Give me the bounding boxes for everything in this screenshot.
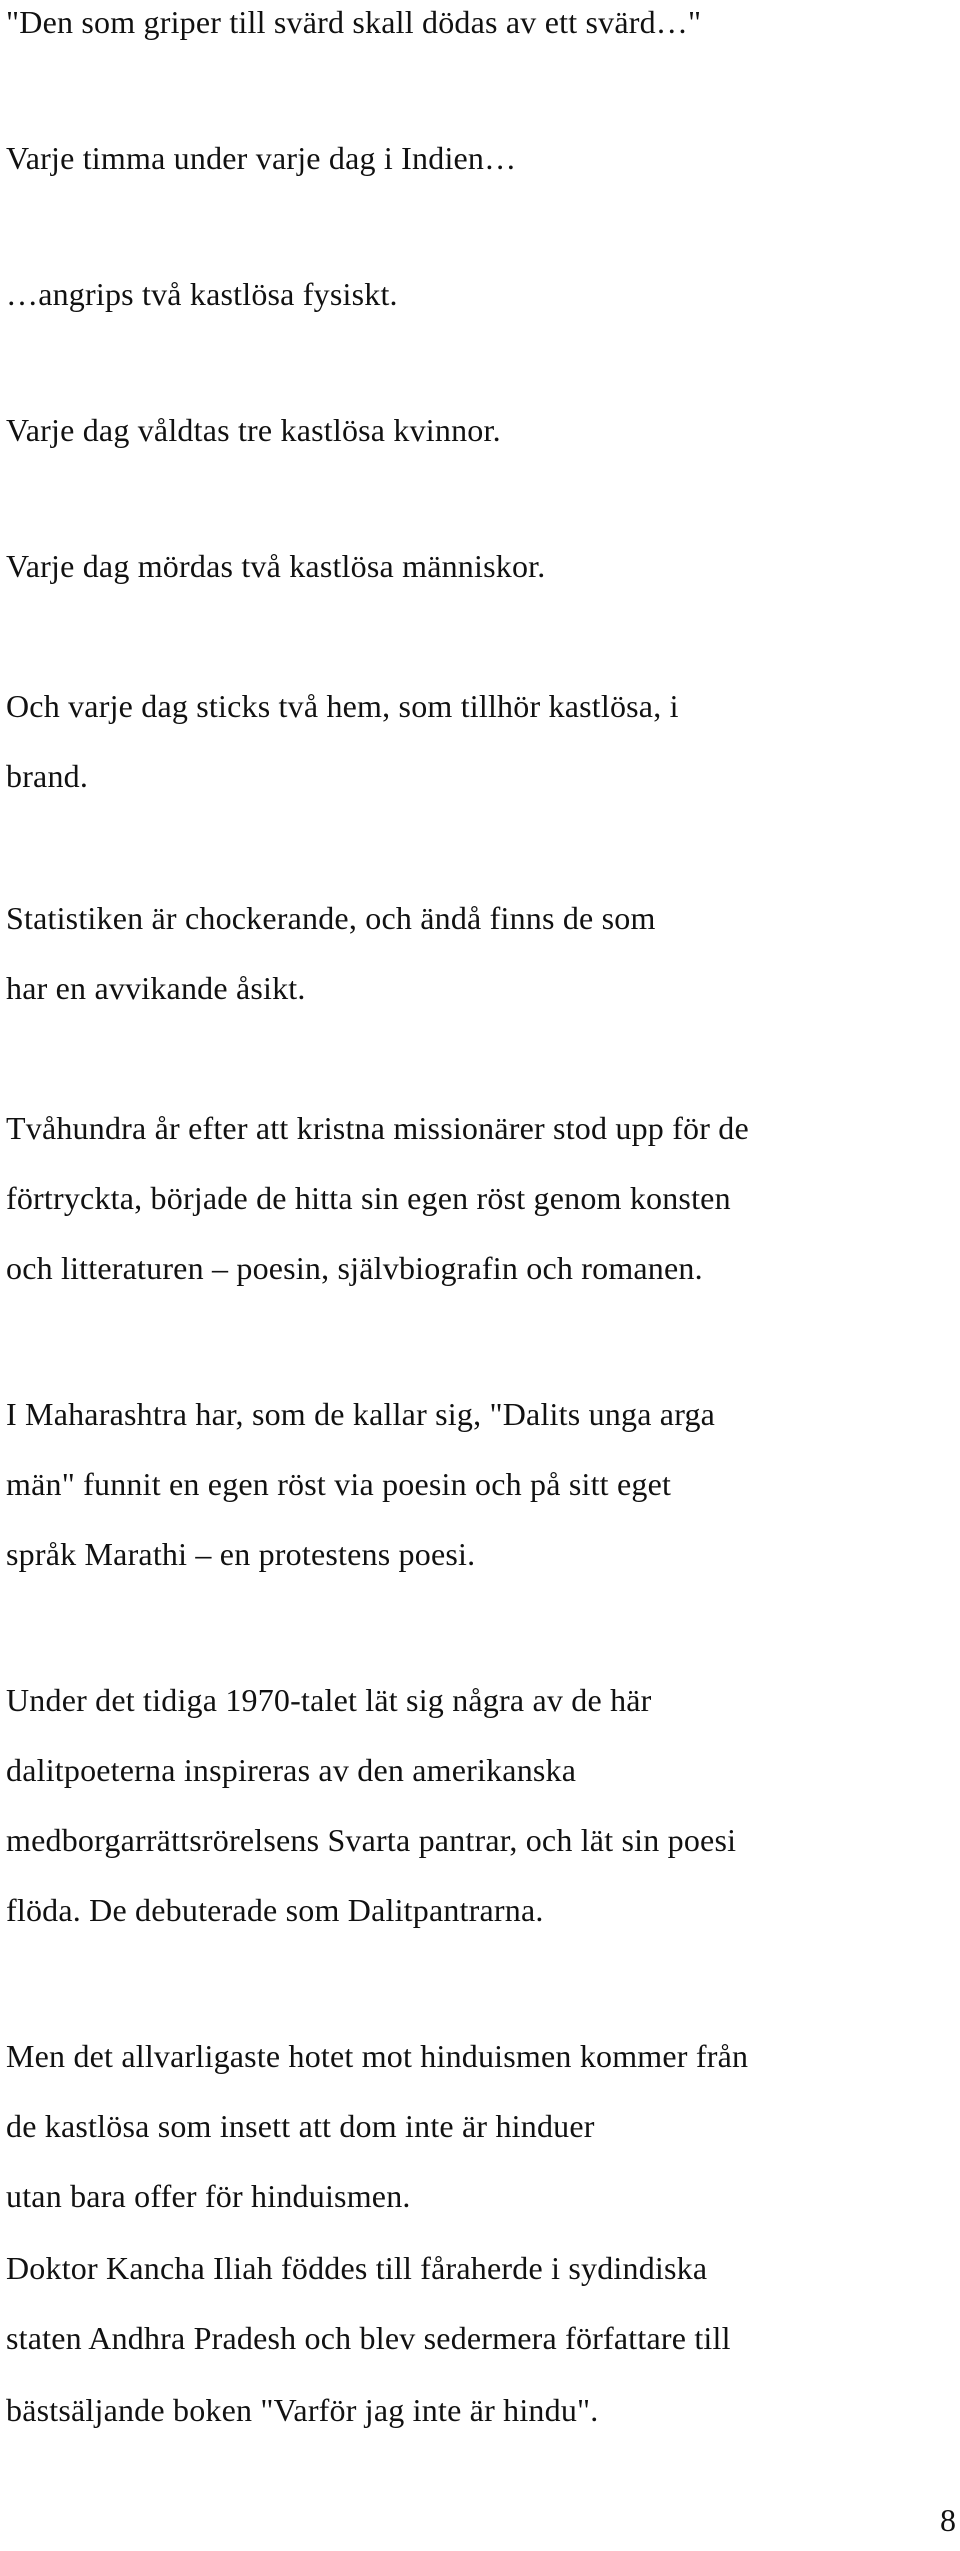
text-line-12: och litteraturen – poesin, självbiografin och romanen. bbox=[6, 1250, 703, 1286]
text-line-7: brand. bbox=[6, 758, 89, 794]
text-line-8: Statistiken är chockerande, och ändå finns de som bbox=[6, 900, 656, 936]
text-line-24: staten Andhra Pradesh och blev sedermera författare till bbox=[6, 2320, 731, 2356]
text-line-16: Under det tidiga 1970-talet lät sig några av de här bbox=[6, 1682, 652, 1718]
text-line-6: Och varje dag sticks två hem, som tillhör kastlösa, i bbox=[6, 688, 679, 724]
text-line-23: Doktor Kancha Iliah föddes till fåraherde i sydindiska bbox=[6, 2250, 708, 2286]
text-line-10: Tvåhundra år efter att kristna missionärer stod upp för de bbox=[6, 1110, 749, 1146]
text-line-25: bästsäljande boken "Varför jag inte är hindu". bbox=[6, 2392, 599, 2428]
text-line-11: förtryckta, började de hitta sin egen röst genom konsten bbox=[6, 1180, 731, 1216]
text-line-3: …angrips två kastlösa fysiskt. bbox=[6, 276, 398, 312]
text-line-15: språk Marathi – en protestens poesi. bbox=[6, 1536, 476, 1572]
text-line-14: män" funnit en egen röst via poesin och på sitt eget bbox=[6, 1466, 672, 1502]
text-line-17: dalitpoeterna inspireras av den amerikanska bbox=[6, 1752, 577, 1788]
page-number: 8 bbox=[940, 2502, 956, 2538]
text-line-20: Men det allvarligaste hotet mot hinduismen kommer från bbox=[6, 2038, 749, 2074]
text-line-2: Varje timma under varje dag i Indien… bbox=[6, 140, 517, 176]
text-line-18: medborgarrättsrörelsens Svarta pantrar, och lät sin poesi bbox=[6, 1822, 737, 1858]
text-line-19: flöda. De debuterade som Dalitpantrarna. bbox=[6, 1892, 544, 1928]
text-line-13: I Maharashtra har, som de kallar sig, "Dalits unga arga bbox=[6, 1396, 716, 1432]
text-line-4: Varje dag våldtas tre kastlösa kvinnor. bbox=[6, 412, 501, 448]
text-line-21: de kastlösa som insett att dom inte är hinduer bbox=[6, 2108, 595, 2144]
text-line-1: "Den som griper till svärd skall dödas av ett svärd…" bbox=[6, 4, 702, 40]
text-line-9: har en avvikande åsikt. bbox=[6, 970, 306, 1006]
text-line-5: Varje dag mördas två kastlösa människor. bbox=[6, 548, 546, 584]
text-line-22: utan bara offer för hinduismen. bbox=[6, 2178, 411, 2214]
